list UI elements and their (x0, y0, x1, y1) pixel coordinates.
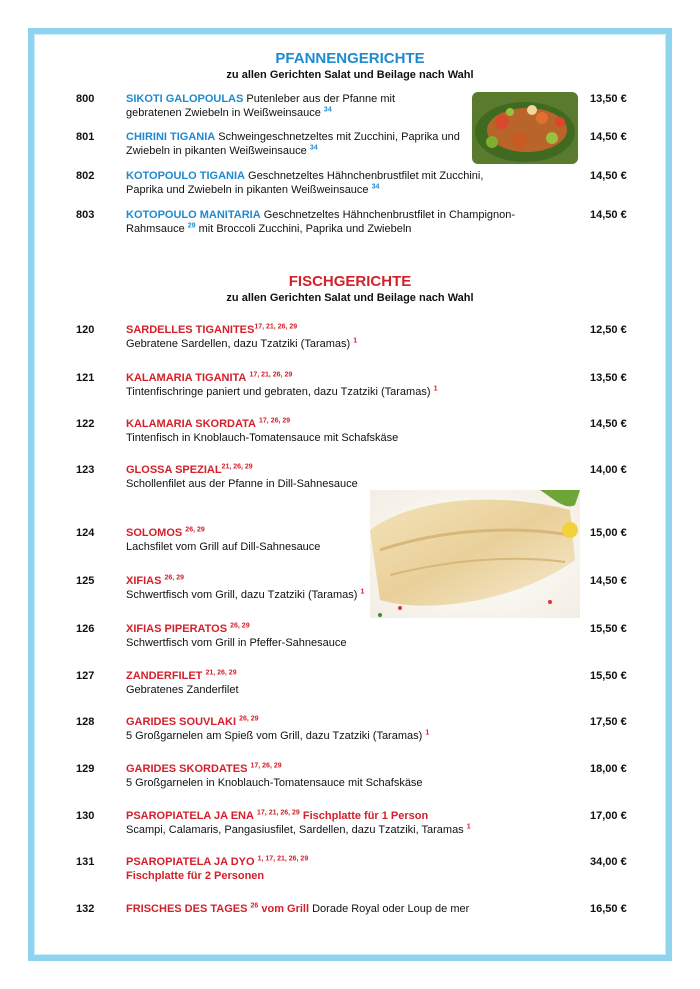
allergen-ref: 21, 26, 29 (221, 463, 253, 471)
item-price: 14,50 € (590, 575, 627, 587)
item-price: 15,00 € (590, 527, 627, 539)
item-name: XIFIAS PIPERATOS (126, 623, 228, 635)
allergen-ref: 34 (309, 144, 318, 152)
item-text-continued: mit Broccoli Zucchini, Paprika und Zwiebeln (198, 223, 412, 235)
item-subtitle: vom Grill (261, 903, 310, 915)
item-name: GLOSSA SPEZIAL (126, 464, 222, 476)
item-name: ZANDERFILET (126, 670, 203, 682)
item-price: 15,50 € (590, 623, 627, 635)
item-name: KALAMARIA TIGANITA (126, 372, 247, 384)
item-description (126, 855, 506, 883)
item-text: Gebratene Sardellen, dazu Tzatziki (Taramas) (126, 338, 351, 350)
allergen-ref: 26, 29 (185, 526, 205, 534)
item-description (126, 371, 506, 399)
allergen-ref: 34 (323, 106, 332, 114)
item-price: 14,50 € (590, 170, 627, 182)
item-number: 132 (76, 903, 95, 915)
item-number: 124 (76, 527, 95, 539)
item-text: Tintenfisch in Knoblauch-Tomatensauce mit Schafskäse (126, 432, 399, 444)
allergen-ref: 17, 21, 26, 29 (249, 371, 293, 379)
item-number: 131 (76, 856, 95, 868)
item-name: SARDELLES TIGANITES (126, 324, 255, 336)
allergen-ref: 1 (466, 823, 471, 831)
item-description (126, 130, 471, 158)
item-price: 14,50 € (590, 131, 627, 143)
item-price: 14,00 € (590, 464, 627, 476)
item-name: PSAROPIATELA JA DYO (126, 856, 255, 868)
pan-dish-photo (472, 92, 578, 164)
item-name: GARIDES SOUVLAKI (126, 716, 237, 728)
item-text: Scampi, Calamaris, Pangasiusfilet, Sardellen, dazu Tzatziki, Taramas (126, 824, 464, 836)
item-description (126, 809, 566, 837)
item-number: 128 (76, 716, 95, 728)
item-description (126, 574, 506, 602)
item-price: 14,50 € (590, 418, 627, 430)
item-number: 800 (76, 93, 95, 105)
item-number: 130 (76, 810, 95, 822)
item-description (126, 526, 506, 554)
item-description (126, 92, 426, 120)
allergen-ref: 29 (187, 222, 196, 230)
allergen-ref: 1 (425, 729, 430, 737)
allergen-ref: 26, 29 (230, 622, 250, 630)
item-text: Schollenfilet aus der Pfanne in Dill-Sahnesauce (126, 478, 358, 490)
item-number: 123 (76, 464, 95, 476)
item-number: 803 (76, 209, 95, 221)
item-text: Schweingeschnetzeltes mit Zucchini, Paprika und Zwiebeln in pikanten Weißweinsauce (126, 131, 460, 157)
item-description (126, 417, 506, 445)
item-description (126, 323, 506, 351)
allergen-ref: 17, 21, 26, 29 (257, 809, 300, 817)
item-name: XIFIAS (126, 575, 162, 587)
item-subtitle: Fischplatte für 1 Person (302, 810, 429, 822)
item-price: 13,50 € (590, 93, 627, 105)
item-text: Geschnetzeltes Hähnchenbrustfilet mit Zucchini, Paprika und Zwiebeln in pikanten Weißweinsauce (126, 170, 484, 196)
section-title-fischgerichte: FISCHGERICHTE (288, 273, 412, 290)
item-name: FRISCHES DES TAGES (126, 903, 248, 915)
item-price: 16,50 € (590, 903, 627, 915)
item-text: 5 Großgarnelen am Spieß vom Grill, dazu Tzatziki (Taramas) (126, 730, 423, 742)
allergen-ref: 26, 29 (239, 715, 259, 723)
item-price: 15,50 € (590, 670, 627, 682)
item-name: SIKOTI GALOPOULAS (126, 93, 244, 105)
item-name: CHIRINI TIGANIA (126, 131, 216, 143)
item-description (126, 902, 566, 916)
allergen-ref: 17, 21, 26, 29 (254, 323, 298, 331)
item-description (126, 169, 521, 197)
item-number: 126 (76, 623, 95, 635)
item-text: Lachsfilet vom Grill auf Dill-Sahnesauce (126, 541, 321, 553)
allergen-ref: 17, 26, 29 (250, 762, 282, 770)
item-number: 801 (76, 131, 95, 143)
item-price: 12,50 € (590, 324, 627, 336)
section-title-pfannengerichte: PFANNENGERICHTE (275, 50, 425, 67)
item-number: 121 (76, 372, 95, 384)
item-description (126, 208, 526, 236)
allergen-ref: 17, 26, 29 (259, 417, 291, 425)
item-text: Schwertfisch vom Grill in Pfeffer-Sahnesauce (126, 637, 347, 649)
item-name: PSAROPIATELA JA ENA (126, 810, 254, 822)
item-text: Schwertfisch vom Grill, dazu Tzatziki (Taramas) (126, 589, 358, 601)
item-name: KOTOPOULO MANITARIA (126, 209, 261, 221)
item-description (126, 463, 506, 491)
item-text: Dorade Royal oder Loup de mer (312, 903, 470, 915)
item-number: 802 (76, 170, 95, 182)
allergen-ref: 1 (433, 385, 438, 393)
allergen-ref: 26 (250, 902, 259, 910)
section-subtitle-fischgerichte: zu allen Gerichten Salat und Beilage nach Wahl (226, 292, 474, 304)
allergen-ref: 1 (360, 588, 365, 596)
item-text: Geschnetzeltes Hähnchenbrustfilet in Champignon-Rahmsauce (126, 209, 516, 235)
item-price: 17,00 € (590, 810, 627, 822)
item-number: 122 (76, 418, 95, 430)
allergen-ref: 26, 29 (164, 574, 184, 582)
item-description (126, 762, 506, 790)
item-subtitle: Fischplatte für 2 Personen (126, 870, 265, 882)
item-name: KOTOPOULO TIGANIA (126, 170, 245, 182)
item-number: 125 (76, 575, 95, 587)
item-description (126, 715, 506, 743)
item-number: 127 (76, 670, 95, 682)
item-text: Gebratenes Zanderfilet (126, 684, 239, 696)
item-price: 34,00 € (590, 856, 627, 868)
item-price: 14,50 € (590, 209, 627, 221)
allergen-ref: 1, 17, 21, 26, 29 (257, 855, 309, 863)
item-description (126, 622, 506, 650)
item-name: GARIDES SKORDATES (126, 763, 248, 775)
item-price: 18,00 € (590, 763, 627, 775)
section-subtitle-pfannengerichte: zu allen Gerichten Salat und Beilage nach Wahl (226, 69, 474, 81)
item-price: 13,50 € (590, 372, 627, 384)
item-text: Putenleber aus der Pfanne mit gebratenen Zwiebeln in Weißweinsauce (126, 93, 395, 119)
allergen-ref: 34 (371, 183, 380, 191)
allergen-ref: 1 (353, 337, 358, 345)
allergen-ref: 21, 26, 29 (205, 669, 237, 677)
item-description (126, 669, 506, 697)
item-name: SOLOMOS (126, 527, 183, 539)
item-number: 129 (76, 763, 95, 775)
item-name: KALAMARIA SKORDATA (126, 418, 256, 430)
item-price: 17,50 € (590, 716, 627, 728)
item-number: 120 (76, 324, 95, 336)
item-text: Tintenfischringe paniert und gebraten, dazu Tzatziki (Taramas) (126, 386, 431, 398)
item-text: 5 Großgarnelen in Knoblauch-Tomatensauce mit Schafskäse (126, 777, 423, 789)
